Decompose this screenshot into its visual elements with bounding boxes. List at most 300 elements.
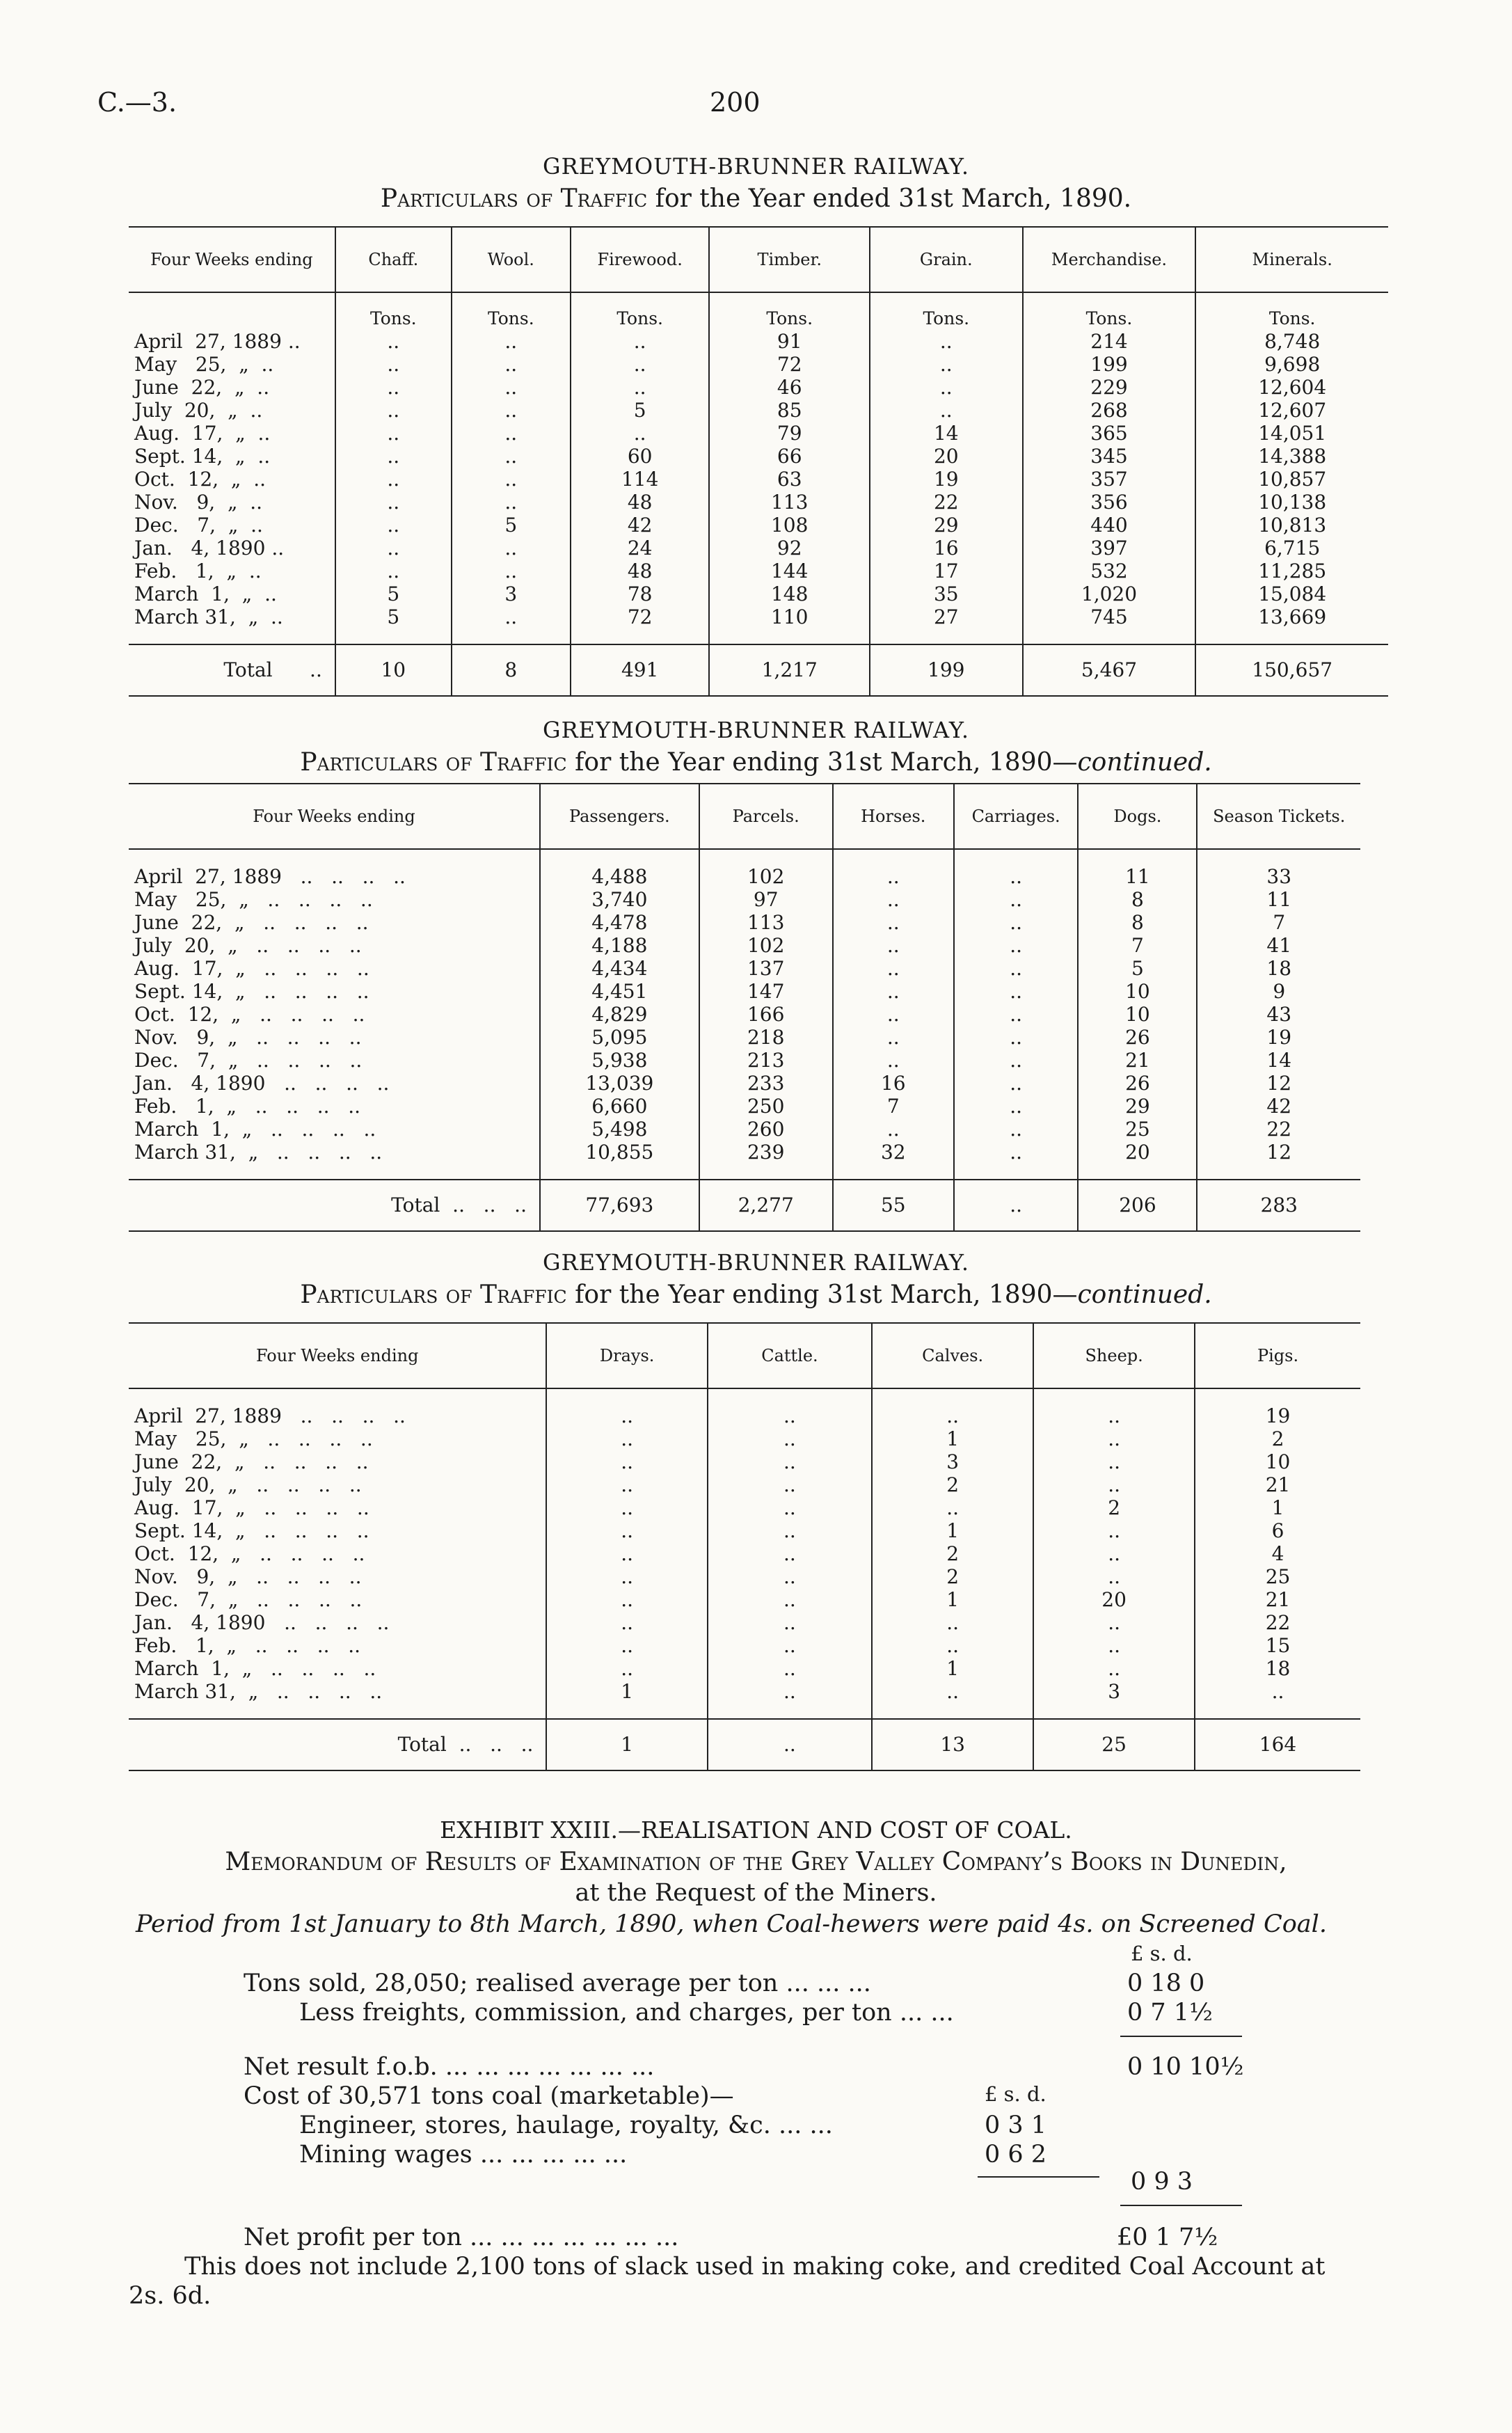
table-cell: 233 (699, 1072, 833, 1095)
table-cell: April 27, 1889 .. .. .. .. (134, 1404, 406, 1427)
table-cell: 110 (709, 605, 870, 644)
table-cell: 5 (452, 514, 571, 537)
table-cell: 5,938 (540, 1049, 699, 1072)
net-profit-label: Net profit per ton ... ... ... ... ... ... ... (244, 2224, 679, 2251)
sum-rule (1120, 2036, 1242, 2037)
table-cell: 63 (709, 468, 870, 491)
total-cell: Total .. .. .. (129, 1719, 546, 1770)
table-cell: 5,498 (540, 1118, 699, 1141)
table-cell: 13,039 (540, 1072, 699, 1095)
table-cell: 15 (1195, 1634, 1360, 1657)
table-cell: .. (833, 1118, 954, 1141)
table-cell: .. (833, 980, 954, 1003)
table-cell: .. (954, 980, 1079, 1003)
total-cell: 164 (1195, 1719, 1360, 1770)
table-cell: 48 (571, 491, 710, 514)
table-cell: 3 (1033, 1680, 1195, 1719)
table-cell: 20 (1078, 1141, 1197, 1180)
table-cell: 26 (1078, 1026, 1197, 1049)
table-cell: .. (335, 422, 452, 445)
table-cell: Dec. 7, „ .. .. .. .. (134, 1049, 363, 1072)
table-cell: 137 (699, 957, 833, 980)
table-cell: 2 (872, 1565, 1033, 1588)
table-cell: 2 (872, 1542, 1033, 1565)
total-cell: 150,657 (1195, 644, 1388, 696)
table-cell: 10,855 (540, 1141, 699, 1180)
table-cell: 1 (872, 1588, 1033, 1611)
table-cell: 48 (571, 560, 710, 583)
table-cell: 1 (872, 1427, 1033, 1450)
less-freights-label: Less freights, commission, and charges, per ton ... ... (299, 1999, 954, 2027)
table-cell: 11,285 (1195, 560, 1388, 583)
table-cell: .. (954, 911, 1079, 934)
table-cell: 22 (870, 491, 1023, 514)
table-cell: Dec. 7, „ .. .. .. .. (134, 1588, 363, 1611)
table-cell: 21 (1195, 1588, 1360, 1611)
table-cell: .. (708, 1388, 872, 1427)
table-cell: .. (872, 1496, 1033, 1519)
table-cell: Aug. 17, „ .. .. .. .. (134, 957, 369, 980)
table-cell: 72 (709, 353, 870, 376)
table-cell: 147 (699, 980, 833, 1003)
total-cell: 199 (870, 644, 1023, 696)
column-header: Sheep. (1033, 1323, 1195, 1388)
table-cell: 213 (699, 1049, 833, 1072)
table-cell: 32 (833, 1141, 954, 1180)
table-cell: 19 (870, 468, 1023, 491)
table-cell: .. (708, 1427, 872, 1450)
table-cell: .. (954, 1095, 1079, 1118)
table-cell: 397 (1023, 537, 1196, 560)
table-cell: .. (1033, 1473, 1195, 1496)
table-cell: .. (954, 1072, 1079, 1095)
column-header: Carriages. (954, 784, 1079, 849)
table-cell: 27 (870, 605, 1023, 644)
total-cell: 8 (452, 644, 571, 696)
table-cell: Dec. 7, „ .. (134, 514, 263, 537)
table-cell: 29 (870, 514, 1023, 537)
table-cell: .. (708, 1473, 872, 1496)
column-header: Parcels. (699, 784, 833, 849)
unit-cell: Tons. (571, 292, 710, 330)
table-cell: 113 (699, 911, 833, 934)
table-cell: Oct. 12, „ .. .. .. .. (134, 1542, 365, 1565)
engineer-value: 0 3 1 (985, 2111, 1047, 2139)
column-header: Four Weeks ending (255, 1346, 419, 1365)
table-cell: 10,138 (1195, 491, 1388, 514)
mining-wages-value: 0 6 2 (985, 2141, 1047, 2169)
total-cell: 25 (1033, 1719, 1195, 1770)
table-cell: 21 (1195, 1473, 1360, 1496)
table-cell: Sept. 14, „ .. .. .. .. (134, 980, 369, 1003)
table-cell: 144 (709, 560, 870, 583)
table-cell: 4,829 (540, 1003, 699, 1026)
table-cell: 33 (1197, 849, 1360, 888)
table-cell: 6,715 (1195, 537, 1388, 560)
table-cell: March 1, „ .. .. .. .. (134, 1657, 376, 1680)
column-header: Horses. (833, 784, 954, 849)
table-cell: .. (1033, 1634, 1195, 1657)
table-cell: 5 (335, 605, 452, 644)
total-cell: 283 (1197, 1180, 1360, 1231)
column-header: Cattle. (708, 1323, 872, 1388)
table-cell: 66 (709, 445, 870, 468)
table-cell: 3 (872, 1450, 1033, 1473)
table-cell: 4,434 (540, 957, 699, 980)
table-cell: 41 (1197, 934, 1360, 957)
table-cell: Feb. 1, „ .. .. .. .. (134, 1634, 361, 1657)
table-cell: 18 (1195, 1657, 1360, 1680)
table-cell: 9,698 (1195, 353, 1388, 376)
table-cell: 91 (709, 330, 870, 353)
table-cell: May 25, „ .. .. .. .. (134, 888, 373, 911)
table-cell: .. (870, 353, 1023, 376)
memo-note-2: 2s. 6d. (129, 2282, 212, 2310)
table-cell: 15,084 (1195, 583, 1388, 605)
table-cell: 42 (1197, 1095, 1360, 1118)
table-cell: 11 (1197, 888, 1360, 911)
table-cell: .. (708, 1657, 872, 1680)
table-cell: March 31, „ .. .. .. .. (134, 1680, 383, 1703)
table-cell: .. (1195, 1680, 1360, 1719)
table-cell: Nov. 9, „ .. .. .. .. (134, 1565, 362, 1588)
table-cell: Nov. 9, „ .. (134, 491, 263, 514)
total-cell: 206 (1078, 1180, 1197, 1231)
table-cell: .. (335, 330, 452, 353)
exhibit-title: EXHIBIT XXIII.—REALISATION AND COST OF COAL. (440, 1816, 1072, 1844)
table-cell: .. (546, 1496, 707, 1519)
table-cell: 26 (1078, 1072, 1197, 1095)
net-result-label: Net result f.o.b. ... ... ... ... ... ... ... (244, 2053, 655, 2081)
table-cell: .. (546, 1565, 707, 1588)
table-cell: 5 (571, 399, 710, 422)
table-cell: July 20, „ .. .. .. .. (134, 934, 362, 957)
table-cell: .. (335, 537, 452, 560)
table-cell: .. (335, 468, 452, 491)
table-cell: Aug. 17, „ .. (134, 422, 271, 445)
table-cell: 5,095 (540, 1026, 699, 1049)
table-cell: .. (954, 888, 1079, 911)
column-header: Wool. (452, 227, 571, 292)
table-cell: 1 (872, 1657, 1033, 1680)
table-cell: .. (1033, 1565, 1195, 1588)
table-cell: 20 (870, 445, 1023, 468)
table-cell: 12,607 (1195, 399, 1388, 422)
table-cell: 10,813 (1195, 514, 1388, 537)
table-cell: .. (546, 1657, 707, 1680)
table-cell: .. (546, 1450, 707, 1473)
unit-cell: Tons. (1023, 292, 1196, 330)
table-cell: 357 (1023, 468, 1196, 491)
table-cell: Aug. 17, „ .. .. .. .. (134, 1496, 369, 1519)
table-cell: 356 (1023, 491, 1196, 514)
table-cell: .. (1033, 1611, 1195, 1634)
table-cell: .. (708, 1611, 872, 1634)
table-cell: .. (954, 957, 1079, 980)
memo-heading-2: at the Request of the Miners. (575, 1879, 937, 1907)
table-cell: 345 (1023, 445, 1196, 468)
table-cell: 8 (1078, 911, 1197, 934)
table-cell: 19 (1197, 1026, 1360, 1049)
total-cell: Total .. (129, 644, 335, 696)
table-cell: .. (954, 1026, 1079, 1049)
table-cell: 260 (699, 1118, 833, 1141)
column-header: Grain. (870, 227, 1023, 292)
table-cell: .. (833, 1026, 954, 1049)
table-cell: 7 (1197, 911, 1360, 934)
table-cell: 8 (1078, 888, 1197, 911)
table-cell: July 20, „ .. .. .. .. (134, 1473, 362, 1496)
table2-subtitle: Particulars of Traffic for the Year ending 31st March, 1890—continued. (300, 748, 1212, 777)
table-cell: .. (708, 1496, 872, 1519)
table-cell: 2 (1033, 1496, 1195, 1519)
table-cell: 18 (1197, 957, 1360, 980)
table-cell: .. (1033, 1657, 1195, 1680)
table-cell: 29 (1078, 1095, 1197, 1118)
table-cell: 4,451 (540, 980, 699, 1003)
table-cell: .. (954, 1118, 1079, 1141)
table-cell: May 25, „ .. .. .. .. (134, 1427, 373, 1450)
table1-subtitle: Particulars of Traffic for the Year ended 31st March, 1890. (380, 184, 1132, 213)
table-cell: 11 (1078, 849, 1197, 888)
table-cell: 108 (709, 514, 870, 537)
table-cell: 7 (1078, 934, 1197, 957)
table-cell: .. (833, 934, 954, 957)
table-cell: .. (833, 911, 954, 934)
table-cell: .. (452, 399, 571, 422)
column-header: Four Weeks ending (150, 250, 313, 269)
total-cell: 1 (546, 1719, 707, 1770)
table-cell: .. (571, 330, 710, 353)
column-header: Minerals. (1195, 227, 1388, 292)
table-cell: 24 (571, 537, 710, 560)
page-number: 200 (710, 87, 761, 118)
table-cell: 20 (1033, 1588, 1195, 1611)
table-cell: 199 (1023, 353, 1196, 376)
table-cell: 22 (1195, 1611, 1360, 1634)
table-cell: .. (954, 934, 1079, 957)
table3-subtitle: Particulars of Traffic for the Year ending 31st March, 1890—continued. (300, 1281, 1212, 1309)
table-cell: 25 (1078, 1118, 1197, 1141)
table-cell: Jan. 4, 1890 .. .. .. .. (134, 1072, 390, 1095)
table-cell: .. (335, 353, 452, 376)
column-header: Season Tickets. (1197, 784, 1360, 849)
total-cell: 13 (872, 1719, 1033, 1770)
table-cell: 14 (870, 422, 1023, 445)
table-cell: 102 (699, 934, 833, 957)
table-cell: 2 (872, 1473, 1033, 1496)
table-cell: 46 (709, 376, 870, 399)
unit-cell: Tons. (335, 292, 452, 330)
table-cell: 16 (833, 1072, 954, 1095)
profit-rule (1120, 2205, 1242, 2206)
table-cell: 532 (1023, 560, 1196, 583)
table-cell: .. (954, 1049, 1079, 1072)
table-cell: 229 (1023, 376, 1196, 399)
table-cell: .. (870, 399, 1023, 422)
lsd-heading: £ s. d. (1131, 1942, 1193, 1965)
cost-rule (978, 2176, 1099, 2178)
table-cell: 239 (699, 1141, 833, 1180)
column-header: Calves. (872, 1323, 1033, 1388)
table-cell: June 22, „ .. .. .. .. (134, 911, 369, 934)
table-cell: .. (954, 1003, 1079, 1026)
table-cell: 3 (452, 583, 571, 605)
column-header: Drays. (546, 1323, 707, 1388)
table-cell: 35 (870, 583, 1023, 605)
table-cell: 22 (1197, 1118, 1360, 1141)
less-freights-value: 0 7 1½ (1127, 1999, 1213, 2027)
column-header: Four Weeks ending (253, 807, 415, 826)
table-cell: .. (335, 376, 452, 399)
table-cell: Oct. 12, „ .. (134, 468, 266, 491)
table-cell: 440 (1023, 514, 1196, 537)
total-cell: 55 (833, 1180, 954, 1231)
table-cell: 17 (870, 560, 1023, 583)
cost-label: Cost of 30,571 tons coal (marketable)— (244, 2082, 734, 2110)
table-cell: .. (452, 560, 571, 583)
table3-title: GREYMOUTH-BRUNNER RAILWAY. (543, 1249, 969, 1276)
table-cell: 13,669 (1195, 605, 1388, 644)
table-cell: 85 (709, 399, 870, 422)
table-cell: 1,020 (1023, 583, 1196, 605)
table-cell: .. (833, 1049, 954, 1072)
inner-lsd-heading: £ s. d. (985, 2082, 1047, 2106)
table-cell: .. (708, 1450, 872, 1473)
tons-sold-value: 0 18 0 (1127, 1970, 1205, 1997)
table-cell: 97 (699, 888, 833, 911)
column-header: Firewood. (571, 227, 710, 292)
total-cell: 77,693 (540, 1180, 699, 1231)
table-cell: .. (546, 1611, 707, 1634)
table-cell: .. (335, 514, 452, 537)
table-cell: 3,740 (540, 888, 699, 911)
table-cell: 148 (709, 583, 870, 605)
table-cell: 5 (335, 583, 452, 605)
table-cell: Oct. 12, „ .. .. .. .. (134, 1003, 365, 1026)
table-cell: .. (954, 849, 1079, 888)
table-cell: 16 (870, 537, 1023, 560)
total-cell: 5,467 (1023, 644, 1196, 696)
table-cell: Jan. 4, 1890 .. .. .. .. (134, 1611, 390, 1634)
table-cell: 114 (571, 468, 710, 491)
memo-period: Period from 1st January to 8th March, 1890, when Coal-hewers were paid 4s. on Screened Coal. (136, 1910, 1327, 1938)
table-cell: 102 (699, 849, 833, 888)
table-cell: 1 (872, 1519, 1033, 1542)
table-cell: 14,388 (1195, 445, 1388, 468)
table-cell: 4,488 (540, 849, 699, 888)
table-cell: .. (452, 605, 571, 644)
table-cell: .. (708, 1565, 872, 1588)
table-cell: July 20, „ .. (134, 399, 263, 422)
table-cell: 43 (1197, 1003, 1360, 1026)
table-cell: .. (546, 1388, 707, 1427)
table-cell: .. (335, 445, 452, 468)
table-cell: Nov. 9, „ .. .. .. .. (134, 1026, 362, 1049)
table-cell: .. (546, 1634, 707, 1657)
net-result-value: 0 10 10½ (1127, 2053, 1244, 2081)
table-cell: 10 (1078, 980, 1197, 1003)
table-cell: .. (708, 1680, 872, 1719)
column-header: Chaff. (335, 227, 452, 292)
table-cell: .. (1033, 1388, 1195, 1427)
table-cell: Feb. 1, „ .. (134, 560, 262, 583)
column-header: Timber. (709, 227, 870, 292)
table-cell: 745 (1023, 605, 1196, 644)
table-cell: 268 (1023, 399, 1196, 422)
table-cell: Jan. 4, 1890 .. (134, 537, 285, 560)
table-cell: 12,604 (1195, 376, 1388, 399)
table-cell: 8,748 (1195, 330, 1388, 353)
total-cell: .. (954, 1180, 1079, 1231)
table-cell: 2 (1195, 1427, 1360, 1450)
table-cell: .. (546, 1542, 707, 1565)
table-cell: .. (571, 422, 710, 445)
table-cell: .. (452, 422, 571, 445)
table-cell: 25 (1195, 1565, 1360, 1588)
table-cell: 10 (1195, 1450, 1360, 1473)
table-cell: 6,660 (540, 1095, 699, 1118)
table-cell: .. (833, 957, 954, 980)
column-header: Passengers. (540, 784, 699, 849)
total-cell: .. (708, 1719, 872, 1770)
table-cell: 166 (699, 1003, 833, 1026)
table-cell: 4 (1195, 1542, 1360, 1565)
table-cell: May 25, „ .. (134, 353, 274, 376)
table-cell: 4,478 (540, 911, 699, 934)
table-cell: 10,857 (1195, 468, 1388, 491)
table-cell: March 1, „ .. (134, 583, 277, 605)
table-cell: 113 (709, 491, 870, 514)
table-cell: 214 (1023, 330, 1196, 353)
table-cell: Feb. 1, „ .. .. .. .. (134, 1095, 361, 1118)
table-cell: .. (833, 888, 954, 911)
table-cell: .. (452, 330, 571, 353)
total-cell: Total .. .. .. (129, 1180, 540, 1231)
mining-wages-label: Mining wages ... ... ... ... ... (299, 2141, 628, 2169)
engineer-label: Engineer, stores, haulage, royalty, &c. ... ... (299, 2111, 833, 2139)
table-cell: 9 (1197, 980, 1360, 1003)
table-cell: .. (571, 353, 710, 376)
table-cell: 365 (1023, 422, 1196, 445)
table-cell: March 1, „ .. .. .. .. (134, 1118, 376, 1141)
table-cell: .. (708, 1542, 872, 1565)
table-cell: .. (833, 849, 954, 888)
unit-cell: Tons. (709, 292, 870, 330)
table-cell: April 27, 1889 .. .. .. .. (134, 865, 406, 888)
page-ref: C.—3. (97, 87, 177, 118)
table-cell: 79 (709, 422, 870, 445)
table-cell: .. (872, 1611, 1033, 1634)
table-cell: April 27, 1889 .. (134, 330, 301, 353)
total-cell: 491 (571, 644, 710, 696)
table-cell: .. (335, 491, 452, 514)
table-cell: 19 (1195, 1388, 1360, 1427)
table-cell: 7 (833, 1095, 954, 1118)
table1-title: GREYMOUTH-BRUNNER RAILWAY. (543, 153, 969, 180)
memo-note: This does not include 2,100 tons of slack used in making coke, and credited Coal Account at (184, 2253, 1326, 2281)
table-cell: 21 (1078, 1049, 1197, 1072)
table-cell: .. (708, 1588, 872, 1611)
table-cell: .. (546, 1519, 707, 1542)
table-cell: .. (452, 376, 571, 399)
table-cell: .. (872, 1388, 1033, 1427)
table-cell: 12 (1197, 1072, 1360, 1095)
unit-cell: Tons. (1195, 292, 1388, 330)
table-cell: .. (452, 353, 571, 376)
table-cell: .. (870, 376, 1023, 399)
table-cell: Sept. 14, „ .. .. .. .. (134, 1519, 369, 1542)
